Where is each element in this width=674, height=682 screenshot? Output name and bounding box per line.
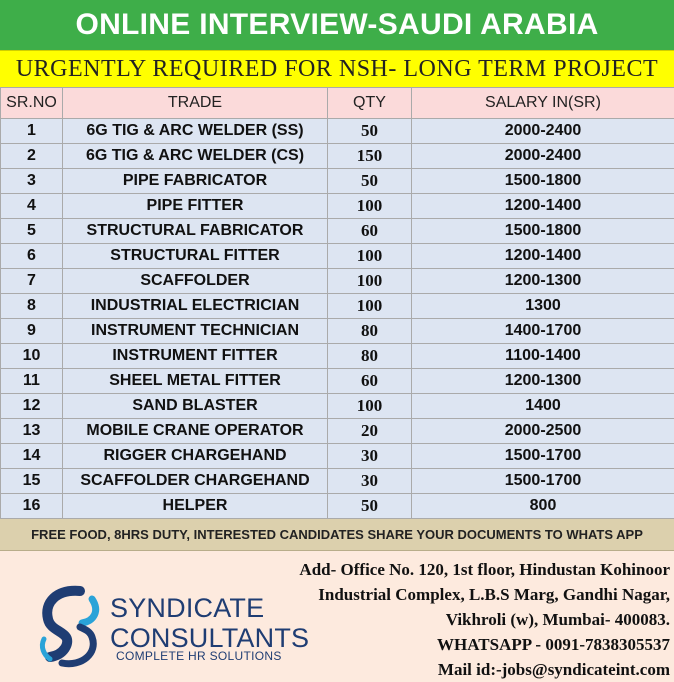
table-row — [1, 394, 674, 419]
cell-salary: 1400 — [412, 394, 674, 419]
cell-salary: 1400-1700 — [412, 319, 674, 344]
cell-sr-no: 6 — [1, 244, 63, 269]
company-name-line1: SYNDICATE — [110, 593, 265, 623]
cell-sr-no: 11 — [1, 369, 63, 394]
cell-trade: 6G TIG & ARC WELDER (CS) — [63, 144, 328, 169]
table-row — [1, 369, 674, 394]
email-contact: Mail id:-jobs@syndicateint.com — [437, 660, 670, 679]
cell-salary: 1500-1700 — [412, 444, 674, 469]
page-title-text: ONLINE INTERVIEW-SAUDI ARABIA — [75, 8, 599, 41]
table-row — [1, 419, 674, 444]
cell-qty: 30 — [328, 469, 412, 494]
table-row — [1, 444, 674, 469]
table-row — [1, 344, 674, 369]
cell-sr-no: 4 — [1, 194, 63, 219]
cell-trade: RIGGER CHARGEHAND — [63, 444, 328, 469]
cell-qty: 80 — [328, 319, 412, 344]
cell-sr-no: 8 — [1, 294, 63, 319]
cell-qty: 30 — [328, 444, 412, 469]
table-row — [1, 219, 674, 244]
page-subtitle-text: URGENTLY REQUIRED FOR NSH- LONG TERM PROJECT — [15, 55, 659, 82]
cell-trade: SAND BLASTER — [63, 394, 328, 419]
cell-sr-no: 1 — [1, 119, 63, 144]
cell-qty: 100 — [328, 269, 412, 294]
jobs-table — [0, 87, 674, 519]
cell-salary: 1300 — [412, 294, 674, 319]
cell-sr-no: 10 — [1, 344, 63, 369]
cell-sr-no: 14 — [1, 444, 63, 469]
cell-qty: 60 — [328, 369, 412, 394]
cell-salary: 2000-2500 — [412, 419, 674, 444]
cell-qty: 50 — [328, 169, 412, 194]
cell-qty: 60 — [328, 219, 412, 244]
column-header-qty: QTY — [328, 88, 412, 119]
cell-salary: 1100-1400 — [412, 344, 674, 369]
cell-trade: MOBILE CRANE OPERATOR — [63, 419, 328, 444]
cell-qty: 150 — [328, 144, 412, 169]
table-row — [1, 294, 674, 319]
cell-sr-no: 5 — [1, 219, 63, 244]
table-row — [1, 269, 674, 294]
syndicate-s-logo-icon — [36, 585, 106, 669]
cell-sr-no: 3 — [1, 169, 63, 194]
cell-sr-no: 15 — [1, 469, 63, 494]
cell-qty: 80 — [328, 344, 412, 369]
cell-trade: 6G TIG & ARC WELDER (SS) — [63, 119, 328, 144]
table-row — [1, 119, 674, 144]
company-name-line2: CONSULTANTS — [110, 623, 310, 653]
cell-qty: 100 — [328, 244, 412, 269]
page-title — [0, 0, 674, 50]
cell-trade: HELPER — [63, 494, 328, 519]
cell-qty: 50 — [328, 494, 412, 519]
cell-sr-no: 12 — [1, 394, 63, 419]
cell-trade: INSTRUMENT TECHNICIAN — [63, 319, 328, 344]
cell-salary: 1200-1300 — [412, 369, 674, 394]
table-row — [1, 494, 674, 519]
cell-trade: STRUCTURAL FITTER — [63, 244, 328, 269]
table-row — [1, 144, 674, 169]
cell-qty: 50 — [328, 119, 412, 144]
cell-trade: SCAFFOLDER — [63, 269, 328, 294]
address-line-2: Industrial Complex, L.B.S Marg, Gandhi Nagar, — [318, 585, 670, 604]
cell-trade: STRUCTURAL FABRICATOR — [63, 219, 328, 244]
cell-salary: 1200-1400 — [412, 244, 674, 269]
cell-salary: 2000-2400 — [412, 119, 674, 144]
cell-qty: 100 — [328, 394, 412, 419]
benefits-note — [0, 519, 674, 551]
jobs-table-body — [1, 119, 674, 519]
cell-salary: 1200-1400 — [412, 194, 674, 219]
cell-qty: 100 — [328, 294, 412, 319]
cell-salary: 1500-1800 — [412, 219, 674, 244]
cell-qty: 20 — [328, 419, 412, 444]
cell-sr-no: 16 — [1, 494, 63, 519]
cell-salary: 2000-2400 — [412, 144, 674, 169]
company-tagline: COMPLETE HR SOLUTIONS — [116, 649, 282, 663]
contact-footer — [0, 551, 674, 682]
benefits-note-text: FREE FOOD, 8HRS DUTY, INTERESTED CANDIDATES SHARE YOUR DOCUMENTS TO WHATS APP — [31, 527, 643, 542]
cell-sr-no: 2 — [1, 144, 63, 169]
jobs-table-header — [1, 88, 674, 119]
cell-sr-no: 13 — [1, 419, 63, 444]
cell-trade: PIPE FITTER — [63, 194, 328, 219]
table-row — [1, 319, 674, 344]
cell-sr-no: 9 — [1, 319, 63, 344]
cell-salary: 1200-1300 — [412, 269, 674, 294]
cell-salary: 800 — [412, 494, 674, 519]
table-header-row — [1, 88, 674, 119]
cell-salary: 1500-1700 — [412, 469, 674, 494]
table-row — [1, 169, 674, 194]
whatsapp-contact: WHATSAPP - 0091-7838305537 — [437, 635, 670, 654]
cell-trade: INSTRUMENT FITTER — [63, 344, 328, 369]
cell-salary: 1500-1800 — [412, 169, 674, 194]
cell-trade: SCAFFOLDER CHARGEHAND — [63, 469, 328, 494]
table-row — [1, 194, 674, 219]
column-header-trade: TRADE — [63, 88, 328, 119]
table-row — [1, 469, 674, 494]
column-header-sr-no: SR.NO — [1, 88, 63, 119]
page-subtitle — [0, 50, 674, 88]
cell-qty: 100 — [328, 194, 412, 219]
contact-address — [230, 557, 670, 682]
address-line-1: Add- Office No. 120, 1st floor, Hindustan Kohinoor — [299, 560, 670, 579]
address-line-3: Vikhroli (w), Mumbai- 400083. — [445, 610, 670, 629]
cell-trade: SHEEL METAL FITTER — [63, 369, 328, 394]
cell-sr-no: 7 — [1, 269, 63, 294]
table-row — [1, 244, 674, 269]
cell-trade: INDUSTRIAL ELECTRICIAN — [63, 294, 328, 319]
column-header-salary: SALARY IN(SR) — [412, 88, 674, 119]
cell-trade: PIPE FABRICATOR — [63, 169, 328, 194]
